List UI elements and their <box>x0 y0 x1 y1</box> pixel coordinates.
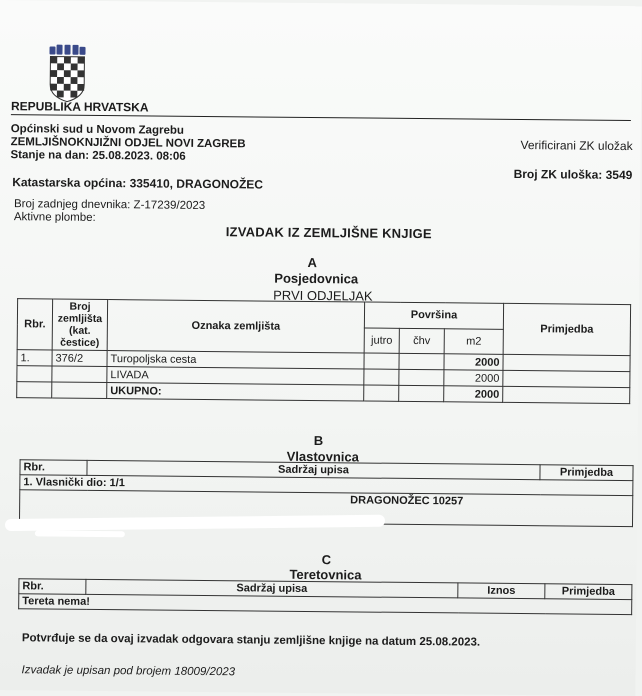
cell-broj <box>52 366 107 383</box>
col-primjedba: Primjedba <box>540 465 633 481</box>
teretovnica-table <box>18 578 632 615</box>
cell-primjedba <box>503 370 630 387</box>
col-primjedba: Primjedba <box>545 584 632 600</box>
col-broj-zemljista: Broj zemljišta (kat. čestice) <box>52 299 107 351</box>
department-name: ZEMLJIŠNOKNJIŽNI ODJEL NOVI ZAGREB <box>10 136 246 151</box>
cadastral-municipality: Katastarska općina: 335410, DRAGONOŽEC <box>12 175 264 192</box>
cell-jutro <box>364 369 399 385</box>
section-b-name: Vlastovnica <box>286 448 359 465</box>
confirmation-text: Potvrđuje se da ovaj izvadak odgovara stanju zemljišne knjige na datum 25.08.2023. <box>21 632 481 649</box>
section-b-letter: B <box>313 433 324 449</box>
cell-chv <box>399 353 444 369</box>
cell-rbr <box>17 366 52 382</box>
cell-m2: 2000 <box>444 354 503 371</box>
zk-number: Broj ZK uloška: 3549 <box>513 166 633 183</box>
col-chv: čhv <box>399 328 444 354</box>
cell-jutro <box>364 353 399 369</box>
total-label: UKUPNO: <box>107 383 364 401</box>
last-diary-number: Broj zadnjeg dnevnika: Z-17239/2023 <box>13 198 206 212</box>
col-m2: m2 <box>444 328 503 354</box>
section-c-letter: C <box>321 552 332 568</box>
section-c-name: Teretovnica <box>289 566 362 583</box>
header-block <box>10 100 631 168</box>
col-primjedba: Primjedba <box>503 303 630 355</box>
cell-rbr: 1. <box>17 350 52 366</box>
diary-block <box>14 198 205 226</box>
col-sadrzaj-upisa: Sadržaj upisa <box>87 460 540 479</box>
col-rbr: Rbr. <box>19 579 86 595</box>
cell-chv <box>399 369 444 385</box>
country-name: REPUBLIKA HRVATSKA <box>11 100 631 121</box>
court-name: Općinski sud u Novom Zagrebu <box>10 123 184 137</box>
col-rbr: Rbr. <box>17 299 52 350</box>
active-seals: Aktivne plombe: <box>13 211 96 224</box>
col-povrsina: Površina <box>364 302 503 329</box>
owner-address: DRAGONOŽEC 10257 <box>20 490 633 527</box>
col-rbr: Rbr. <box>20 460 87 476</box>
section-a-letter: A <box>307 254 317 271</box>
cell-primjedba <box>503 354 630 371</box>
section-a-subname: PRVI ODJELJAK <box>273 287 373 304</box>
cell-oznaka: LIVADA <box>107 367 364 385</box>
col-iznos: Iznos <box>458 583 545 599</box>
col-sadrzaj-upisa: Sadržaj upisa <box>86 579 458 598</box>
state-date: Stanje na dan: 25.08.2023. 08:06 <box>10 149 186 163</box>
col-jutro: jutro <box>364 328 399 354</box>
ownership-share: 1. Vlasnički dio: 1/1 <box>20 475 633 496</box>
croatian-coat-of-arms-icon <box>47 44 88 102</box>
cell-m2: 2000 <box>444 370 503 387</box>
verified-label: Verificirani ZK uložak <box>520 138 633 154</box>
col-oznaka-zemljista: Oznaka zemljišta <box>107 300 364 353</box>
section-a-name: Posjedovnica <box>274 270 359 287</box>
redaction-mark <box>35 530 125 537</box>
cell-oznaka: Turopoljska cesta <box>107 351 364 369</box>
document-title: IZVADAK IZ ZEMLJIŠNE KNJIGE <box>225 224 432 242</box>
registration-note: Izvadak je upisan pod brojem 18009/2023 <box>21 664 236 679</box>
posjedovnica-table <box>16 298 631 404</box>
cell-broj: 376/2 <box>52 350 107 367</box>
total-m2: 2000 <box>444 386 503 403</box>
no-encumbrances: Tereta nema! <box>19 594 632 615</box>
